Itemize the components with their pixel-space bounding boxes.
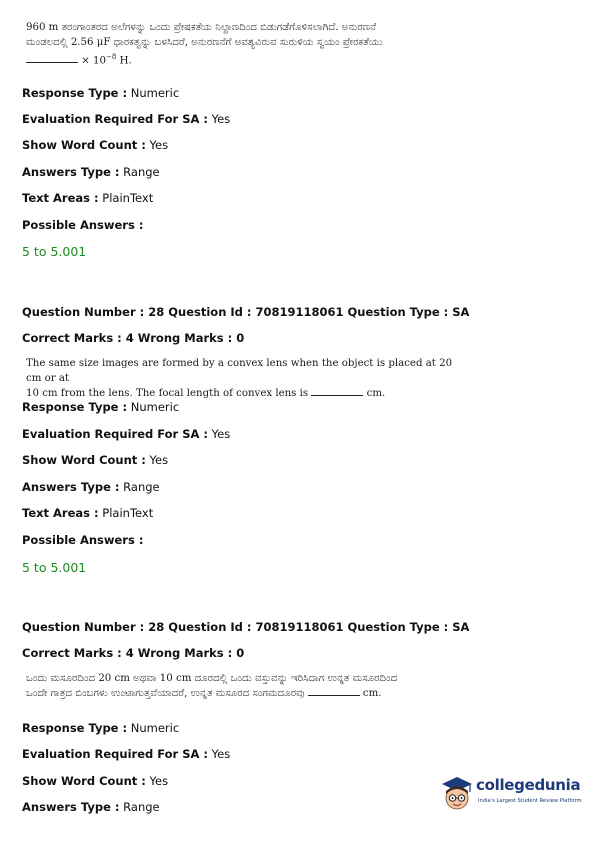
field-label: Answers Type : [22, 800, 120, 814]
response-type-row [22, 721, 179, 735]
marks-text: Correct Marks : 4 Wrong Marks : 0 [22, 331, 245, 345]
field-label: Possible Answers : [22, 218, 144, 232]
field-label: Response Type : [22, 400, 128, 414]
field-value: Range [119, 800, 160, 814]
field-label: Answers Type : [22, 165, 120, 179]
question-fragment: H. [116, 55, 132, 67]
question-line [26, 686, 456, 701]
field-label: Response Type : [22, 86, 128, 100]
logo-wordmark: collegedunia [476, 776, 581, 794]
response-type-row [22, 400, 179, 414]
field-label: Possible Answers : [22, 533, 144, 547]
evaluation-row [22, 427, 230, 441]
field-value: PlainText [98, 191, 154, 205]
word-count-row [22, 138, 168, 152]
question-line: ಮಂಡಲದಲ್ಲಿ 2.56 μF ಧಾರಕತ್ವನ್ನು ಬಳಸಿದರೆ, ಅನುರಣನೆಗೆ ಅವಶ್ಯವಿರುವ ಸುರುಳಿಯ ಸ್ವಯಂ ಪ್ರೇರಕತೆಯು [26, 37, 383, 48]
word-count-row [22, 453, 168, 467]
question-fragment: cm. [363, 388, 386, 399]
question-line [26, 50, 456, 68]
question-text-kannada-2 [26, 671, 456, 701]
field-label: Text Areas : [22, 506, 99, 520]
field-value: Numeric [127, 86, 180, 100]
field-label: Show Word Count : [22, 138, 146, 152]
answer-blank [26, 53, 78, 63]
question-text-english [26, 356, 456, 401]
text-areas-row [22, 506, 153, 520]
possible-answer-value: 5 to 5.001 [22, 244, 87, 259]
answers-type-row [22, 480, 160, 494]
field-value: Yes [208, 112, 231, 126]
answer-blank [308, 686, 360, 696]
field-label: Evaluation Required For SA : [22, 747, 209, 761]
question-line: ಒಂದು ಮಸೂರದಿಂದ 20 cm ಅಥವಾ 10 cm ದೂರದಲ್ಲಿ ಒಂದು ವಸ್ತುವನ್ನು ಇರಿಸಿದಾಗ ಉನ್ನತ ಮಸೂರದಿಂದ [26, 673, 398, 684]
field-label: Response Type : [22, 721, 128, 735]
field-value: Yes [208, 747, 231, 761]
field-value: Yes [208, 427, 231, 441]
field-value: Numeric [127, 721, 180, 735]
possible-answer-value: 5 to 5.001 [22, 560, 87, 575]
field-value: PlainText [98, 506, 154, 520]
answers-type-row [22, 800, 160, 814]
collegedunia-logo[interactable] [438, 772, 588, 816]
field-value: Yes [145, 138, 169, 152]
question-line [26, 386, 456, 401]
field-label: Text Areas : [22, 191, 99, 205]
question-fragment: cm. [359, 688, 382, 699]
field-value: Numeric [127, 400, 180, 414]
field-label: Evaluation Required For SA : [22, 112, 209, 126]
field-label: Show Word Count : [22, 774, 146, 788]
evaluation-row [22, 112, 230, 126]
answers-type-row [22, 165, 160, 179]
field-label: Show Word Count : [22, 453, 146, 467]
question-text-kannada-1 [26, 20, 456, 68]
marks-row [22, 331, 244, 345]
question-header-text: Question Number : 28 Question Id : 70819118061 Question Type : SA [22, 620, 470, 634]
word-count-row [22, 774, 168, 788]
possible-answers-row [22, 533, 143, 547]
marks-text: Correct Marks : 4 Wrong Marks : 0 [22, 646, 245, 660]
question-header [22, 620, 469, 634]
field-value: Range [119, 480, 160, 494]
question-fragment: × 10 [81, 55, 106, 67]
exponent: −8 [106, 53, 117, 61]
field-label: Evaluation Required For SA : [22, 427, 209, 441]
response-type-row [22, 86, 179, 100]
logo-tagline: India's Largest Student Review Platform [478, 798, 582, 804]
question-header [22, 305, 469, 319]
marks-row [22, 646, 244, 660]
question-line: 960 m ತರಂಗಾಂತರದ ಅಲೆಗಳನ್ನು ಒಂದು ಪ್ರೇಷಕತೆಯ ನಿಲ್ದಾಣದಿಂದ ಬಿಡುಗಡೆಗೊಳಿಸಲಾಗಿದೆ. ಅನುರಣನೆ [26, 22, 377, 33]
graduate-mascot-icon [438, 772, 476, 816]
field-value: Range [119, 165, 160, 179]
field-label: Answers Type : [22, 480, 120, 494]
question-header-text: Question Number : 28 Question Id : 70819118061 Question Type : SA [22, 305, 470, 319]
question-fragment: ಒಂದೇ ಗಾತ್ರದ ಬಿಂಬಗಳು ಉಂಟಾಗುತ್ತವೆಯಾದರೆ, ಉನ್ನತ ಮಸೂರದ ಸಂಗಮದೂರವು [26, 688, 308, 699]
answer-blank [311, 386, 363, 396]
field-value: Yes [145, 774, 169, 788]
text-areas-row [22, 191, 153, 205]
question-fragment: 10 cm from the lens. The focal length of convex lens is [26, 388, 312, 399]
possible-answers-row [22, 218, 143, 232]
question-line: The same size images are formed by a convex lens when the object is placed at 20 cm or at [26, 358, 453, 384]
field-value: Yes [145, 453, 169, 467]
evaluation-row [22, 747, 230, 761]
